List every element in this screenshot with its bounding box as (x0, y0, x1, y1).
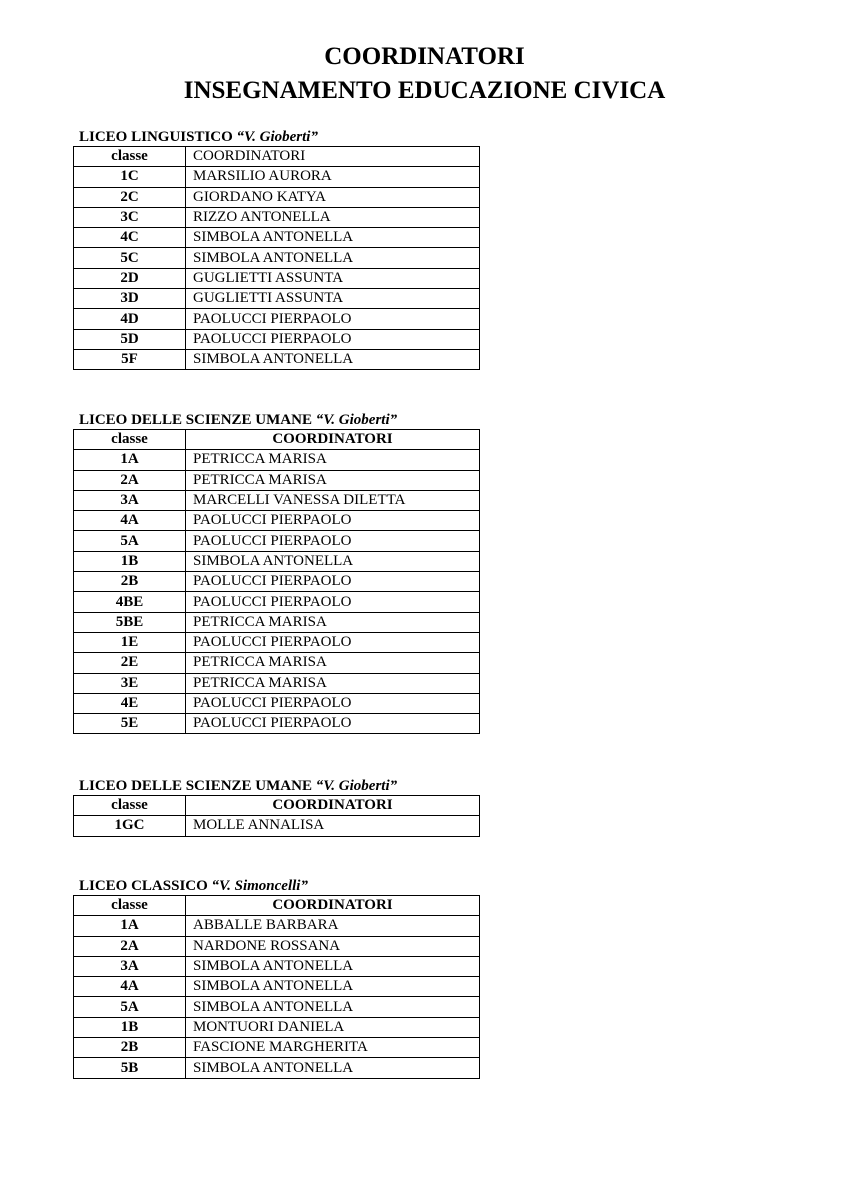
table-row (74, 248, 480, 268)
cell-classe: 3A (74, 490, 186, 510)
cell-coordinatore: MARCELLI VANESSA DILETTA (186, 490, 480, 510)
cell-classe: 2A (74, 936, 186, 956)
table-row (74, 531, 480, 551)
table-header-row (74, 796, 480, 816)
table-row (74, 1038, 480, 1058)
table-row (74, 1058, 480, 1078)
cell-classe: 2C (74, 187, 186, 207)
cell-coordinatore: PAOLUCCI PIERPAOLO (186, 511, 480, 531)
cell-classe: 5F (74, 349, 186, 369)
cell-classe: 3E (74, 673, 186, 693)
table-row (74, 592, 480, 612)
cell-classe: 4C (74, 228, 186, 248)
cell-classe: 2D (74, 268, 186, 288)
cell-classe: 1A (74, 916, 186, 936)
cell-coordinatore: ABBALLE BARBARA (186, 916, 480, 936)
cell-coordinatore: SIMBOLA ANTONELLA (186, 551, 480, 571)
cell-coordinatore: NARDONE ROSSANA (186, 936, 480, 956)
cell-coordinatore: SIMBOLA ANTONELLA (186, 349, 480, 369)
cell-coordinatore: PAOLUCCI PIERPAOLO (186, 329, 480, 349)
table-row (74, 511, 480, 531)
table-row (74, 673, 480, 693)
header-coordinatori: COORDINATORI (186, 430, 480, 450)
table-row (74, 632, 480, 652)
cell-coordinatore: SIMBOLA ANTONELLA (186, 956, 480, 976)
table-row (74, 329, 480, 349)
cell-classe: 5A (74, 531, 186, 551)
table-row (74, 490, 480, 510)
header-classe: classe (74, 430, 186, 450)
cell-classe: 2B (74, 572, 186, 592)
cell-coordinatore: PAOLUCCI PIERPAOLO (186, 309, 480, 329)
cell-coordinatore: SIMBOLA ANTONELLA (186, 228, 480, 248)
cell-coordinatore: SIMBOLA ANTONELLA (186, 248, 480, 268)
section-heading-prefix: LICEO CLASSICO (79, 878, 212, 894)
section-heading-quote: “V. Gioberti” (315, 778, 398, 794)
cell-classe: 3A (74, 956, 186, 976)
table-header-row (74, 147, 480, 167)
cell-coordinatore: SIMBOLA ANTONELLA (186, 977, 480, 997)
cell-classe: 3D (74, 289, 186, 309)
coordinators-table (73, 895, 480, 1079)
section-heading-prefix: LICEO DELLE SCIENZE UMANE (79, 412, 316, 428)
page-subtitle: INSEGNAMENTO EDUCAZIONE CIVICA (183, 77, 666, 104)
section-heading-quote: “V. Simoncelli” (211, 878, 308, 894)
table-row (74, 187, 480, 207)
cell-classe: 4E (74, 693, 186, 713)
cell-classe: 1B (74, 551, 186, 571)
section-heading (73, 411, 480, 429)
coordinators-table (73, 429, 480, 734)
section-heading (73, 777, 480, 795)
table-row (74, 309, 480, 329)
cell-classe: 1GC (74, 816, 186, 836)
cell-classe: 5B (74, 1058, 186, 1078)
table-row (74, 956, 480, 976)
header-coordinatori: COORDINATORI (186, 796, 480, 816)
coordinators-table (73, 146, 480, 370)
coordinators-table (73, 795, 480, 837)
cell-coordinatore: PAOLUCCI PIERPAOLO (186, 572, 480, 592)
cell-classe: 2B (74, 1038, 186, 1058)
section-liceo-scienze-umane (73, 411, 480, 734)
cell-classe: 4A (74, 977, 186, 997)
cell-classe: 4BE (74, 592, 186, 612)
table-row (74, 693, 480, 713)
cell-classe: 4D (74, 309, 186, 329)
cell-classe: 1E (74, 632, 186, 652)
table-row (74, 653, 480, 673)
cell-coordinatore: MARSILIO AURORA (186, 167, 480, 187)
cell-classe: 5C (74, 248, 186, 268)
header-coordinatori: COORDINATORI (186, 147, 480, 167)
cell-coordinatore: GUGLIETTI ASSUNTA (186, 268, 480, 288)
table-row (74, 470, 480, 490)
table-header-row (74, 896, 480, 916)
cell-classe: 1C (74, 167, 186, 187)
cell-classe: 5D (74, 329, 186, 349)
table-row (74, 349, 480, 369)
table-header-row (74, 430, 480, 450)
cell-classe: 2E (74, 653, 186, 673)
table-row (74, 916, 480, 936)
cell-classe: 5E (74, 714, 186, 734)
table-row (74, 714, 480, 734)
cell-coordinatore: RIZZO ANTONELLA (186, 207, 480, 227)
cell-coordinatore: PETRICCA MARISA (186, 653, 480, 673)
cell-coordinatore: PETRICCA MARISA (186, 450, 480, 470)
header-classe: classe (74, 796, 186, 816)
cell-coordinatore: MOLLE ANNALISA (186, 816, 480, 836)
cell-coordinatore: PAOLUCCI PIERPAOLO (186, 714, 480, 734)
cell-classe: 3C (74, 207, 186, 227)
cell-coordinatore: PAOLUCCI PIERPAOLO (186, 531, 480, 551)
table-row (74, 997, 480, 1017)
table-row (74, 977, 480, 997)
cell-coordinatore: SIMBOLA ANTONELLA (186, 997, 480, 1017)
section-heading (73, 877, 480, 895)
header-coordinatori: COORDINATORI (186, 896, 480, 916)
cell-coordinatore: GIORDANO KATYA (186, 187, 480, 207)
table-row (74, 551, 480, 571)
table-row (74, 572, 480, 592)
section-heading (73, 128, 480, 146)
section-heading-quote: “V. Gioberti” (236, 129, 318, 145)
cell-classe: 5BE (74, 612, 186, 632)
table-row (74, 816, 480, 836)
page-title: COORDINATORI (324, 43, 525, 70)
section-heading-prefix: LICEO LINGUISTICO (79, 129, 237, 145)
cell-classe: 1B (74, 1017, 186, 1037)
cell-coordinatore: FASCIONE MARGHERITA (186, 1038, 480, 1058)
table-row (74, 228, 480, 248)
table-row (74, 207, 480, 227)
cell-coordinatore: PETRICCA MARISA (186, 612, 480, 632)
section-liceo-classico (73, 877, 480, 1079)
cell-coordinatore: PAOLUCCI PIERPAOLO (186, 693, 480, 713)
section-heading-prefix: LICEO DELLE SCIENZE UMANE (79, 778, 316, 794)
cell-classe: 2A (74, 470, 186, 490)
header-classe: classe (74, 147, 186, 167)
table-row (74, 167, 480, 187)
cell-classe: 5A (74, 997, 186, 1017)
table-row (74, 450, 480, 470)
section-liceo-scienze-umane-2 (73, 777, 480, 837)
cell-coordinatore: PETRICCA MARISA (186, 470, 480, 490)
cell-coordinatore: PAOLUCCI PIERPAOLO (186, 592, 480, 612)
table-row (74, 1017, 480, 1037)
section-heading-quote: “V. Gioberti” (315, 412, 398, 428)
table-row (74, 268, 480, 288)
table-row (74, 289, 480, 309)
table-row (74, 612, 480, 632)
header-classe: classe (74, 896, 186, 916)
cell-coordinatore: SIMBOLA ANTONELLA (186, 1058, 480, 1078)
table-row (74, 936, 480, 956)
cell-coordinatore: GUGLIETTI ASSUNTA (186, 289, 480, 309)
cell-classe: 4A (74, 511, 186, 531)
cell-classe: 1A (74, 450, 186, 470)
cell-coordinatore: PETRICCA MARISA (186, 673, 480, 693)
cell-coordinatore: MONTUORI DANIELA (186, 1017, 480, 1037)
cell-coordinatore: PAOLUCCI PIERPAOLO (186, 632, 480, 652)
section-liceo-linguistico (73, 128, 480, 370)
